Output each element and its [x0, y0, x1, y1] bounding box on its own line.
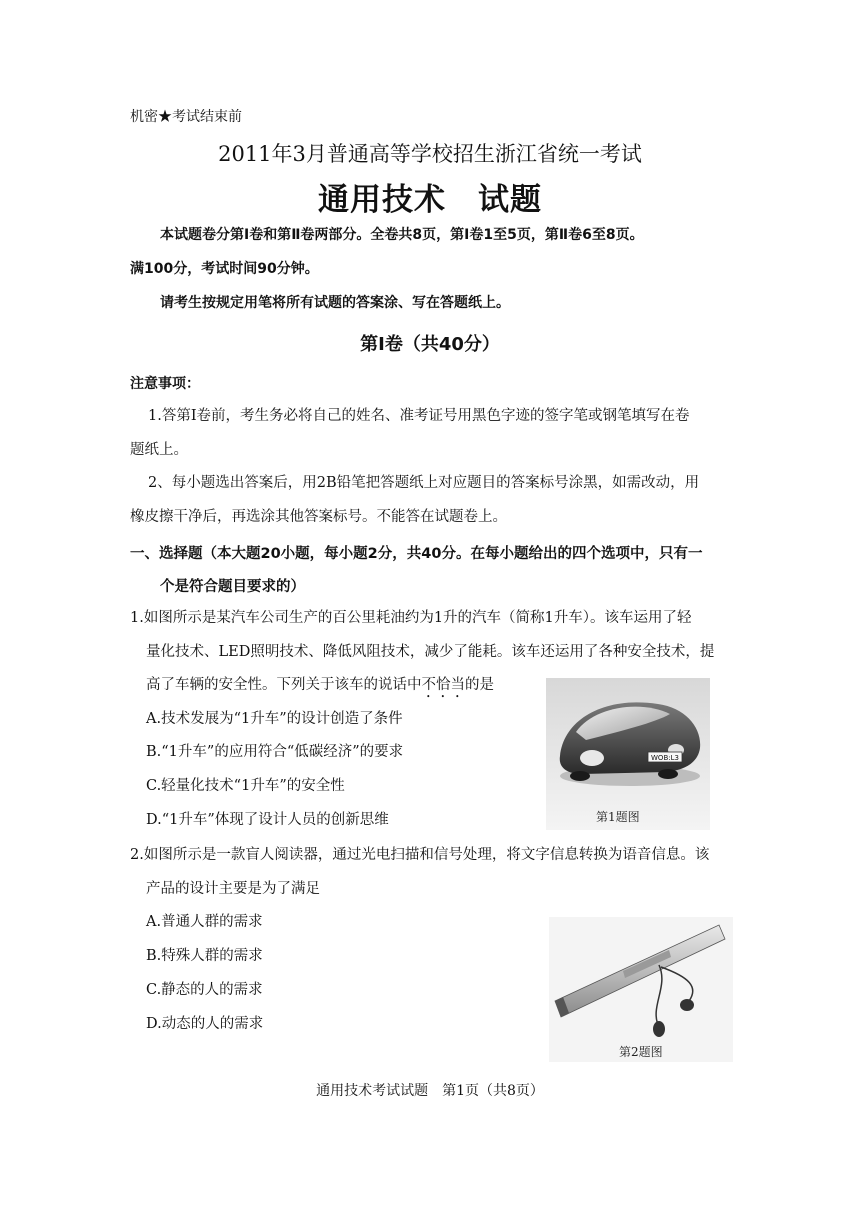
exam-title: 2011年3月普通高等学校招生浙江省统一考试 [218, 142, 642, 166]
note-1-line-2: 题纸上。 [130, 442, 188, 458]
intro-line-3: 请考生按规定用笔将所有试题的答案涂、写在答题纸上。 [160, 295, 510, 311]
q2-option-a: A.普通人群的需求 [146, 914, 263, 930]
q2-option-b: B.特殊人群的需求 [146, 948, 263, 964]
q2-option-c: C.静态的人的需求 [146, 982, 263, 998]
note-2-line-1: 2、每小题选出答案后，用2B铅笔把答题纸上对应题目的答案标号涂黑，如需改动，用 [148, 475, 700, 491]
q2-stem-line-2: 产品的设计主要是为了满足 [146, 881, 320, 897]
part1-title: 第Ⅰ卷（共40分） [360, 334, 500, 355]
q1-stem-line-3 [146, 675, 494, 701]
q1-option-a: A.技术发展为“1升车”的设计创造了条件 [146, 711, 403, 727]
intro-line-1: 本试题卷分第Ⅰ卷和第Ⅱ卷两部分。全卷共8页，第Ⅰ卷1至5页，第Ⅱ卷6至8页。 [160, 227, 644, 243]
q2-option-d: D.动态的人的需求 [146, 1016, 264, 1032]
page-footer: 通用技术考试试题 第1页（共8页） [316, 1083, 544, 1099]
intro-line-2: 满100分，考试时间90分钟。 [130, 261, 319, 277]
q1-option-b: B.“1升车”的应用符合“低碳经济”的要求 [146, 744, 404, 760]
q1-option-d: D.“1升车”体现了设计人员的创新思维 [146, 812, 389, 828]
figure-1-car-photo [546, 678, 710, 830]
figure-2-reader-photo [549, 917, 733, 1062]
notes-heading: 注意事项： [130, 376, 200, 392]
section-1-heading-line-1: 一、选择题（本大题20小题，每小题2分，共40分。在每小题给出的四个选项中，只有一 [130, 546, 703, 562]
reader-illustration [549, 917, 733, 1062]
q1-option-c: C.轻量化技术“1升车”的安全性 [146, 778, 345, 794]
q1-stem-line-3-post: 的是 [465, 677, 494, 693]
q2-stem-line-1: 2.如图所示是一款盲人阅读器，通过光电扫描和信号处理，将文字信息转换为语音信息。该 [130, 847, 710, 863]
note-2-line-2: 橡皮擦干净后，再选涂其他答案标号。不能答在试题卷上。 [130, 509, 507, 525]
q1-stem-line-2: 量化技术、LED照明技术、降低风阻技术，减少了能耗。该车还运用了各种安全技术，提 [146, 644, 715, 660]
figure-2-caption: 第2题图 [619, 1045, 663, 1059]
license-plate-text: WOB:L3 [651, 754, 679, 762]
note-1-line-1: 1.答第Ⅰ卷前，考生务必将自己的姓名、准考证号用黑色字迹的签字笔或钢笔填写在卷 [148, 408, 690, 424]
q1-stem-emphasis: 不恰当 [421, 677, 465, 693]
section-1-heading-line-2: 个是符合题目要求的） [160, 579, 305, 595]
q1-stem-line-1: 1.如图所示是某汽车公司生产的百公里耗油约为1升的汽车（简称1升车）。该车运用了轻 [130, 610, 692, 626]
figure-1-caption: 第1题图 [596, 810, 640, 824]
subject-title: 通用技术 试题 [318, 182, 542, 218]
confidential-label: 机密★考试结束前 [130, 109, 242, 125]
q1-stem-line-3-pre: 高了车辆的安全性。下列关于该车的说话中 [146, 677, 422, 693]
